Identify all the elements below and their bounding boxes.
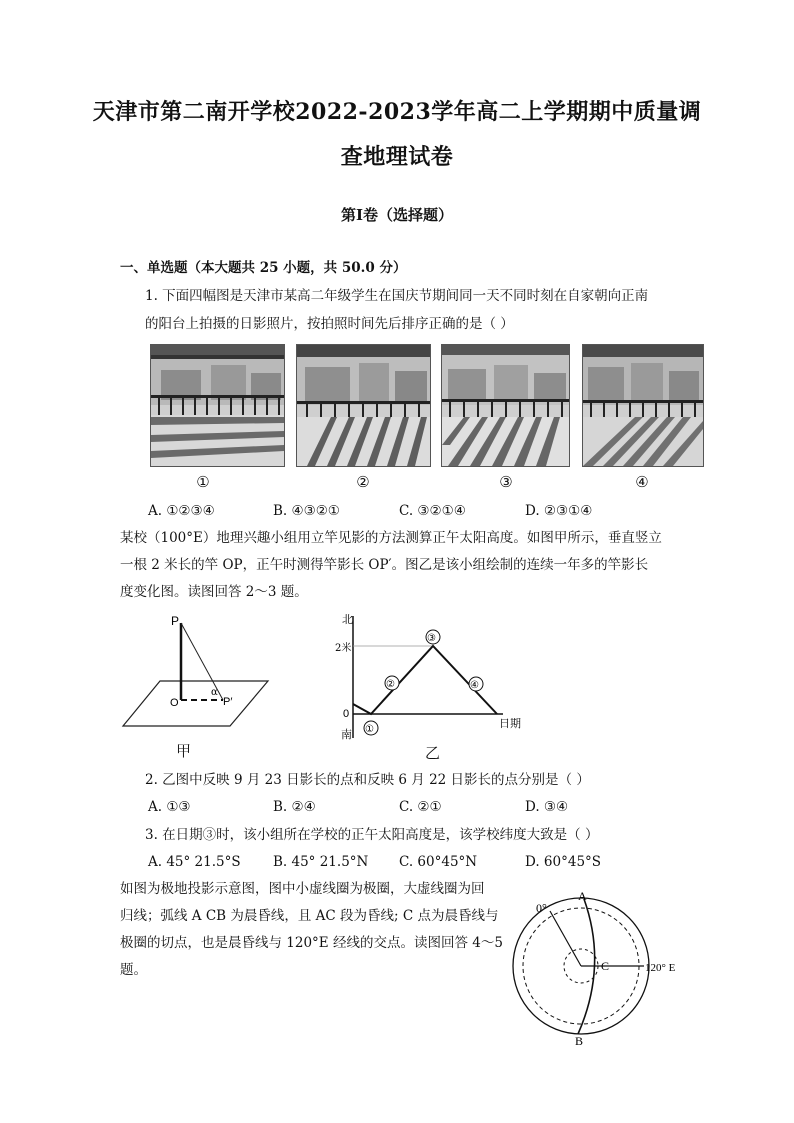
q3-option-d: D. 60°45°S [525,854,602,870]
figure-jia [115,608,275,738]
paper-title-line1: 天津市第二南开学校2022-2023学年高二上学期期中质量调 [92,99,702,125]
label-120E: 120° E [645,962,676,974]
passage2-line1: 如图为极地投影示意图，图中小虚线圈为极圈，大虚线圈为回 [120,881,485,897]
photo-label-4: ④ [635,473,649,491]
q3-option-c: C. 60°45°N [399,854,478,870]
label-B: B [575,1034,584,1048]
figure-yi [335,606,535,746]
passage1-line2: 一根 2 米长的竿 OP，正午时测得竿影长 OP′。图乙是该小组绘制的连续一年多的竿影长 [120,557,649,573]
photo-label-1: ① [196,473,210,491]
label-date: 日期 [499,717,521,730]
shadow-photo-1 [150,344,285,467]
section-title: 第Ⅰ卷（选择题） [340,206,454,224]
shadow-photo-4 [582,344,704,467]
passage2-line3: 极圈的切点，也是晨昏线与 120°E 经线的交点。读图回答 4～5 [120,935,503,951]
figure-yi-caption: 乙 [425,744,441,762]
q3-stem: 3. 在日期③时，该小组所在学校的正午太阳高度是，该学校纬度大致是（ ） [145,827,599,843]
figure-jia-caption: 甲 [176,742,192,760]
passage2-line2: 归线；弧线 A CB 为晨昏线，且 AC 段为昏线; C 点为晨昏线与 [120,908,499,924]
q1-option-a: A. ①②③④ [148,503,215,519]
q3-option-a: A. 45° 21.5°S [148,854,241,870]
point-4: ④ [470,680,479,691]
q1-option-b: B. ④③②① [273,503,340,519]
q1-option-c: C. ③②①④ [399,503,466,519]
q2-option-a: A. ①③ [148,799,191,815]
paper-title-line2: 查地理试卷 [340,144,454,170]
point-3: ③ [427,633,436,644]
label-C: C [601,959,610,973]
photo-label-2: ② [356,473,370,491]
label-0deg: 0° [536,901,547,915]
passage1-line1: 某校（100°E）地理兴趣小组用立竿见影的方法测算正午太阳高度。如图甲所示，垂直竖立 [120,530,662,546]
q2-option-d: D. ③④ [525,799,569,815]
label-Pprime: P′ [223,696,233,708]
label-O: O [170,697,179,709]
q2-option-b: B. ②④ [273,799,316,815]
q2-stem: 2. 乙图中反映 9 月 23 日影长的点和反映 6 月 22 日影长的点分别是（ ） [145,772,590,788]
q2-option-c: C. ②① [399,799,442,815]
shadow-photo-3 [441,344,570,467]
q3-option-b: B. 45° 21.5°N [273,854,369,870]
passage2-line4: 题。 [120,962,147,978]
label-south: 南 [341,728,352,741]
photo-label-3: ③ [499,473,513,491]
figure-polar-projection [508,884,678,1049]
label-zero: 0 [343,708,350,720]
point-2: ② [386,679,395,690]
label-north: 北 [342,613,353,626]
passage1-line3: 度变化图。读图回答 2～3 题。 [120,584,308,600]
point-1: ① [365,724,374,735]
shadow-photo-2 [296,344,431,467]
part-heading: 一、单选题（本大题共 25 小题，共 50.0 分） [120,260,407,276]
label-2m: 2米 [335,643,352,654]
q1-stem-line1: 1. 下面四幅图是天津市某高二年级学生在国庆节期间同一天不同时刻在自家朝向正南 [145,288,649,304]
label-alpha: α [211,687,218,698]
q1-option-d: D. ②③①④ [525,503,593,519]
q1-stem-line2: 的阳台上拍摄的日影照片，按拍照时间先后排序正确的是（ ） [145,316,514,332]
label-A: A [578,889,587,903]
label-P: P [171,614,180,628]
